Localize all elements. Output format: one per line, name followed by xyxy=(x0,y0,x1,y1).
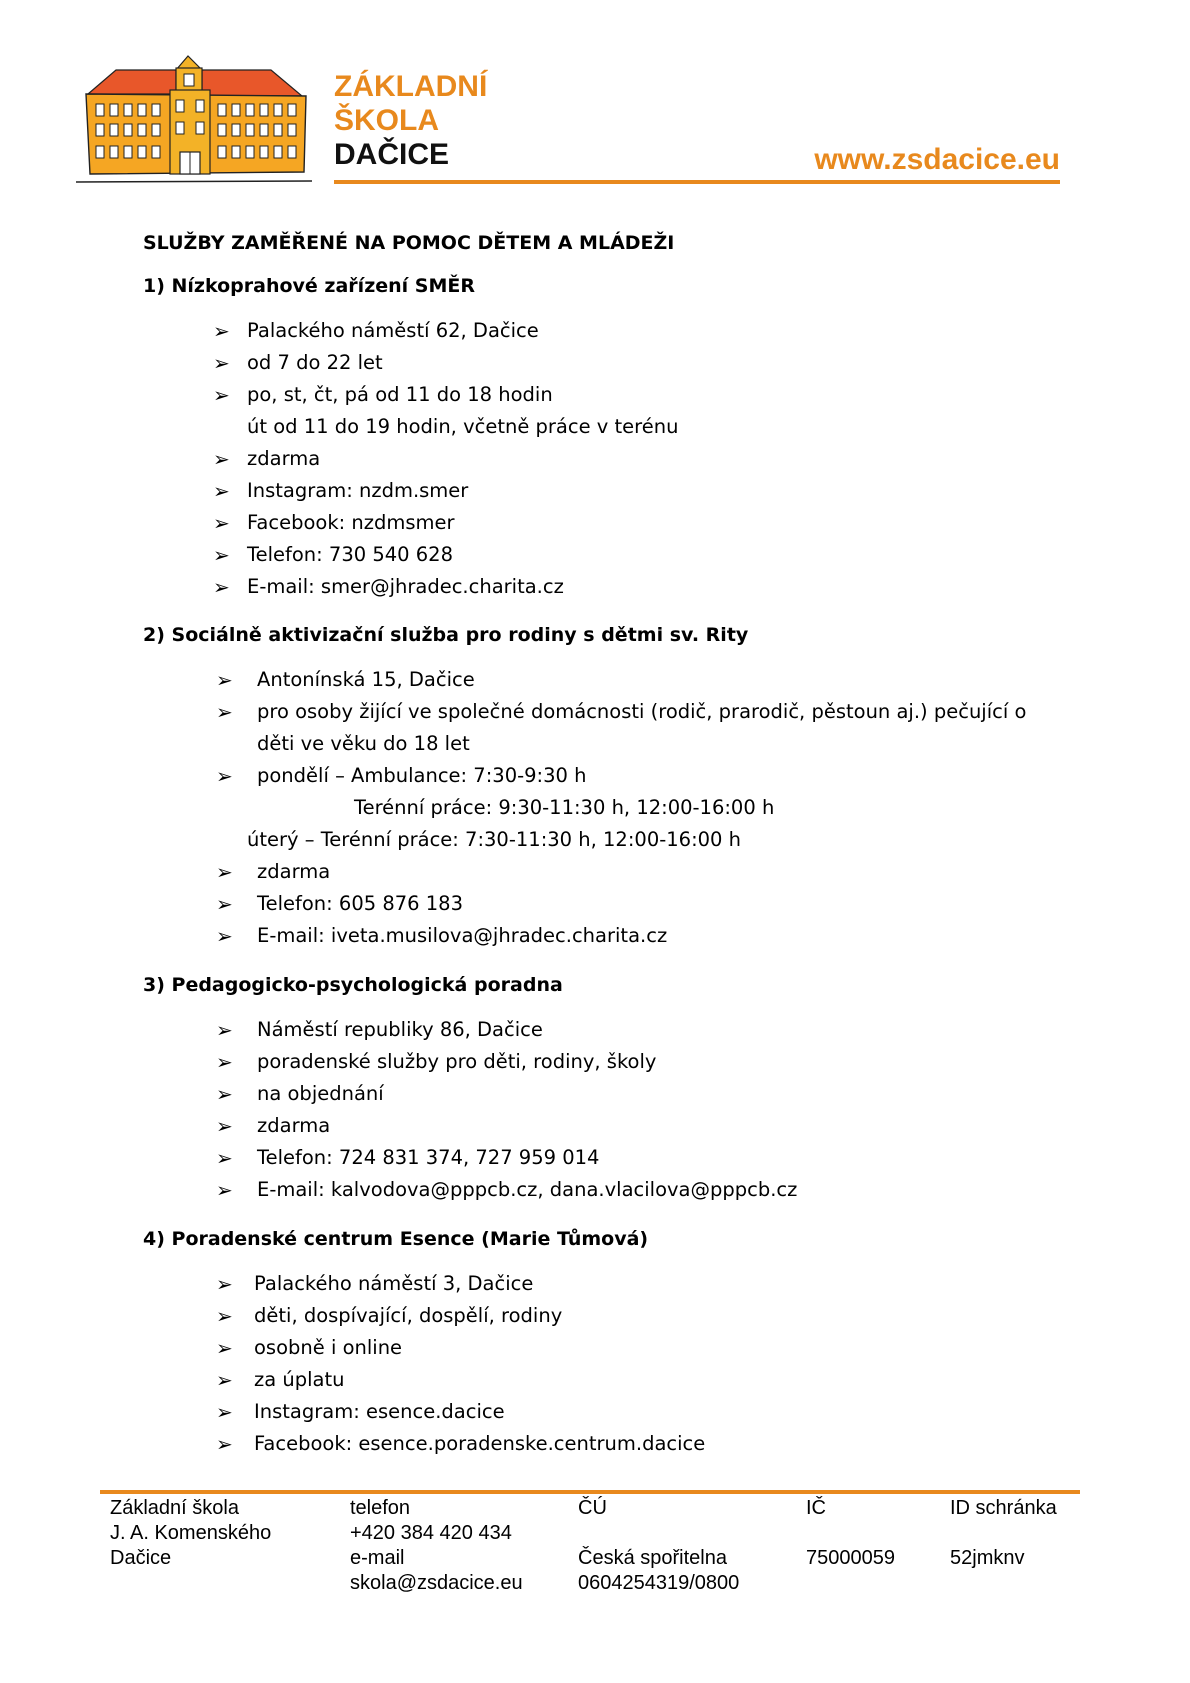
section-esence xyxy=(143,1228,1063,1460)
list-item: ➢ Palackého náměstí 3, Dačice xyxy=(143,1268,1063,1300)
section-heading: 2) Sociálně aktivizační služba pro rodiny s dětmi sv. Rity xyxy=(143,624,749,646)
list-item: ➢ Náměstí republiky 86, Dačice xyxy=(143,1014,1063,1046)
arrow-bullet-icon: ➢ xyxy=(213,511,230,535)
list-item: ➢ za úplatu xyxy=(143,1364,1063,1396)
arrow-bullet-icon: ➢ xyxy=(216,668,233,692)
arrow-bullet-icon: ➢ xyxy=(216,860,233,884)
list-item: ➢ po, st, čt, pá od 11 do 18 hodin út od 11 do 19 hodin, včetně práce v terénu xyxy=(143,379,1063,443)
section-sas-rity xyxy=(143,624,1063,952)
section-heading: 1) Nízkoprahové zařízení SMĚR xyxy=(143,275,475,297)
list-item: ➢ pondělí – Ambulance: 7:30-9:30 h Terénní práce: 9:30-11:30 h, 12:00-16:00 h úterý – Terénní práce: 7:30-11:30 h, 12:00-16:00 h xyxy=(143,760,1063,856)
arrow-bullet-icon: ➢ xyxy=(216,1114,233,1138)
document-body xyxy=(143,232,1063,1460)
header-divider xyxy=(334,180,1060,184)
list-item: ➢ Palackého náměstí 62, Dačice xyxy=(143,315,1063,347)
list-item: ➢ E-mail: iveta.musilova@jhradec.charita.cz xyxy=(143,920,1063,952)
school-name-line2: ŠKOLA xyxy=(334,104,439,137)
arrow-bullet-icon: ➢ xyxy=(216,1146,233,1170)
arrow-bullet-icon: ➢ xyxy=(213,479,230,503)
list-item: ➢ Telefon: 730 540 628 xyxy=(143,539,1063,571)
list-item: ➢ Instagram: esence.dacice xyxy=(143,1396,1063,1428)
arrow-bullet-icon: ➢ xyxy=(213,543,230,567)
list-item: ➢ zdarma xyxy=(143,443,1063,475)
list-item: ➢ Antonínská 15, Dačice xyxy=(143,664,1063,696)
list-item: ➢ E-mail: kalvodova@pppcb.cz, dana.vlacilova@pppcb.cz xyxy=(143,1174,1063,1206)
section-smer xyxy=(143,275,1063,603)
arrow-bullet-icon: ➢ xyxy=(216,1272,233,1296)
list-item: ➢ Facebook: esence.poradenske.centrum.dacice xyxy=(143,1428,1063,1460)
list-item: ➢ zdarma xyxy=(143,1110,1063,1142)
arrow-bullet-icon: ➢ xyxy=(216,1178,233,1202)
email-link[interactable]: skola@zsdacice.eu xyxy=(350,1572,523,1594)
arrow-bullet-icon: ➢ xyxy=(216,1304,233,1328)
list-item: ➢ poradenské služby pro děti, rodiny, školy xyxy=(143,1046,1063,1078)
list-item-continuation: děti ve věku do 18 let xyxy=(257,732,470,755)
footer-ic: IČ 75000059 xyxy=(806,1497,895,1569)
page-title: SLUŽBY ZAMĚŘENÉ NA POMOC DĚTEM A MLÁDEŽI xyxy=(143,232,675,254)
arrow-bullet-icon: ➢ xyxy=(216,1400,233,1424)
school-name xyxy=(334,70,487,172)
school-building-logo xyxy=(76,54,316,187)
schedule-line: Terénní práce: 9:30-11:30 h, 12:00-16:00 h xyxy=(354,796,775,819)
arrow-bullet-icon: ➢ xyxy=(216,1018,233,1042)
arrow-bullet-icon: ➢ xyxy=(213,351,230,375)
arrow-bullet-icon: ➢ xyxy=(216,924,233,948)
school-name-line3: DAČICE xyxy=(334,138,450,171)
list-item: ➢ Telefon: 605 876 183 xyxy=(143,888,1063,920)
arrow-bullet-icon: ➢ xyxy=(216,1050,233,1074)
footer-school-address: Základní škola J. A. Komenského Dačice xyxy=(110,1497,272,1569)
schedule-line: úterý – Terénní práce: 7:30-11:30 h, 12:00-16:00 h xyxy=(247,828,742,851)
list-item: ➢ děti, dospívající, dospělí, rodiny xyxy=(143,1300,1063,1332)
arrow-bullet-icon: ➢ xyxy=(213,383,230,407)
list-item: ➢ Instagram: nzdm.smer xyxy=(143,475,1063,507)
arrow-bullet-icon: ➢ xyxy=(216,700,233,724)
list-item-continuation: út od 11 do 19 hodin, včetně práce v terénu xyxy=(247,415,679,438)
arrow-bullet-icon: ➢ xyxy=(213,319,230,343)
arrow-bullet-icon: ➢ xyxy=(216,892,233,916)
list-item: ➢ pro osoby žijící ve společné domácnosti (rodič, prarodič, pěstoun aj.) pečující o děti ve věku do 18 let xyxy=(143,696,1063,760)
arrow-bullet-icon: ➢ xyxy=(216,1432,233,1456)
arrow-bullet-icon: ➢ xyxy=(216,764,233,788)
list-item: ➢ osobně i online xyxy=(143,1332,1063,1364)
arrow-bullet-icon: ➢ xyxy=(213,447,230,471)
section-heading: 3) Pedagogicko-psychologická poradna xyxy=(143,974,563,996)
section-ppp xyxy=(143,974,1063,1206)
footer-bank-account: ČÚ Česká spořitelna 0604254319/0800 xyxy=(578,1497,740,1594)
arrow-bullet-icon: ➢ xyxy=(216,1082,233,1106)
phone-number: +420 384 420 434 xyxy=(350,1522,512,1544)
footer-contact: telefon +420 384 420 434 e-mail skola@zsdacice.eu xyxy=(350,1497,523,1594)
footer-divider xyxy=(100,1490,1080,1494)
website-link[interactable]: www.zsdacice.eu xyxy=(814,143,1060,176)
list-item: ➢ zdarma xyxy=(143,856,1063,888)
list-item: ➢ Telefon: 724 831 374, 727 959 014 xyxy=(143,1142,1063,1174)
list-item: ➢ E-mail: smer@jhradec.charita.cz xyxy=(143,571,1063,603)
list-item: ➢ Facebook: nzdmsmer xyxy=(143,507,1063,539)
arrow-bullet-icon: ➢ xyxy=(213,575,230,599)
school-name-line1: ZÁKLADNÍ xyxy=(334,70,488,103)
list-item: ➢ na objednání xyxy=(143,1078,1063,1110)
arrow-bullet-icon: ➢ xyxy=(216,1336,233,1360)
footer-databox: ID schránka 52jmknv xyxy=(950,1497,1057,1569)
arrow-bullet-icon: ➢ xyxy=(216,1368,233,1392)
list-item: ➢ od 7 do 22 let xyxy=(143,347,1063,379)
section-heading: 4) Poradenské centrum Esence (Marie Tůmová) xyxy=(143,1228,649,1250)
